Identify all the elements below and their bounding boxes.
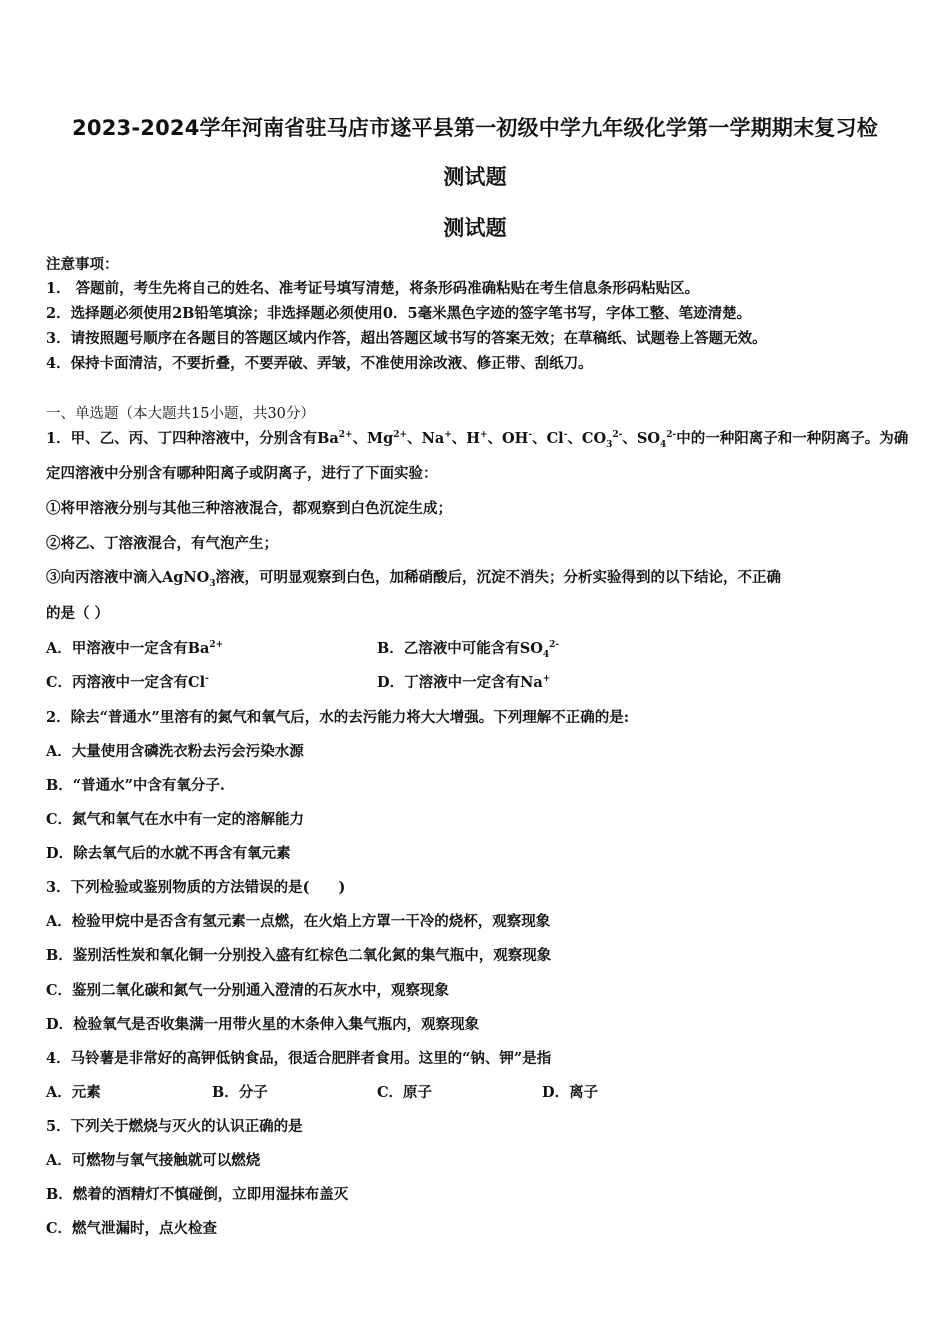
- ion-text: 、Na: [407, 430, 445, 447]
- q1-stem-line2: 定四溶液中分别含有哪种阳离子或阴离子，进行了下面实验：: [46, 465, 438, 482]
- ion-charge: 2+: [209, 640, 224, 651]
- ion-subscript: 4: [659, 439, 667, 450]
- q3-option-c: C．鉴别二氧化碳和氮气一分别通入澄清的石灰水中，观察现象: [46, 982, 450, 999]
- q5-option-a: A．可燃物与氧气接触就可以燃烧: [46, 1152, 261, 1169]
- q1-stem-text: 中的一种阳离子和一种阴离子。为确: [676, 430, 909, 447]
- ion-text: 、Mg: [352, 430, 394, 447]
- q4-option-c: C．原子: [377, 1084, 433, 1101]
- notice-item: 3．请按照题号顺序在各题目的答题区域内作答，超出答题区域书写的答案无效；在草稿纸、试题卷上答题无效。: [46, 330, 767, 347]
- ion-text: Ba: [317, 430, 339, 447]
- ion-charge: -: [563, 430, 568, 441]
- ion-charge: +: [479, 430, 488, 441]
- q2-option-c: C．氮气和氧气在水中有一定的溶解能力: [46, 811, 305, 828]
- q1-option-c: [46, 671, 209, 692]
- ion-charge: 2+: [338, 430, 353, 441]
- q1-step3-text: ③向丙溶液中滴入AgNO: [46, 569, 210, 586]
- q4-option-d: D．离子: [542, 1084, 599, 1101]
- q1-option-d: [377, 671, 550, 692]
- q3-option-a: A．检验甲烷中是否含有氢元素一点燃，在火焰上方罩一干冷的烧杯，观察现象: [46, 913, 551, 930]
- ion-charge: 2-: [549, 640, 560, 651]
- ion-charge: 2-: [666, 430, 677, 441]
- formula-subscript: 3: [209, 578, 216, 589]
- ion-text: 、SO: [622, 430, 660, 447]
- q5-option-b: B．燃着的酒精灯不慎碰倒，立即用湿抹布盖灭: [46, 1186, 349, 1203]
- ion-text: 、Cl: [532, 430, 564, 447]
- q1-step1: ①将甲溶液分别与其他三种溶液混合，都观察到白色沉淀生成；: [46, 500, 452, 517]
- ion-charge: +: [444, 430, 452, 441]
- exam-title-line3: 测试题: [443, 216, 507, 240]
- q2-stem: 2．除去“普通水”里溶有的氮气和氧气后，水的去污能力将大大增强。下列理解不正确的是:: [46, 709, 630, 726]
- q1-step3: [46, 566, 781, 587]
- q1-stem-line1: [46, 427, 908, 448]
- q3-stem: 3．下列检验或鉴别物质的方法错误的是( ): [46, 879, 346, 896]
- exam-title-line1: 2023-2024学年河南省驻马店市遂平县第一初级中学九年级化学第一学期期末复习检: [72, 116, 878, 140]
- q2-option-b: B．“普通水”中含有氧分子.: [46, 777, 225, 794]
- q2-option-a: A．大量使用含磷洗衣粉去污会污染水源: [46, 743, 304, 760]
- ion-subscript: 3: [606, 439, 613, 450]
- ion-charge: -: [205, 674, 209, 685]
- q3-option-d: D．检验氧气是否收集满一用带火星的木条伸入集气瓶内，观察现象: [46, 1016, 480, 1033]
- ion-charge: -: [528, 430, 533, 441]
- notice-item: 1． 答题前，考生先将自己的姓名、准考证号填写清楚，将条形码准确粘贴在考生信息条形码粘贴区。: [46, 280, 700, 297]
- exam-title-line2: 测试题: [443, 165, 507, 189]
- q1-option-b: [377, 637, 559, 658]
- q1-step2: ②将乙、丁溶液混合，有气泡产生；: [46, 535, 278, 552]
- ion-charge: 2-: [612, 430, 623, 441]
- q2-option-d: D．除去氧气后的水就不再含有氧元素: [46, 845, 291, 862]
- q5-stem: 5．下列关于燃烧与灭火的认识正确的是: [46, 1118, 303, 1135]
- section-heading: 一、单选题（本大题共15小题，共30分）: [46, 406, 315, 422]
- notice-item: 4．保持卡面清洁，不要折叠，不要弄破、弄皱，不准使用涂改液、修正带、刮纸刀。: [46, 355, 593, 372]
- q4-option-b: B．分子: [212, 1084, 268, 1101]
- q1-stem-text: 1．甲、乙、丙、丁四种溶液中，分别含有: [46, 430, 318, 447]
- q1-option-a: [46, 637, 223, 658]
- q4-stem: 4．马铃薯是非常好的高钾低钠食品，很适合肥胖者食用。这里的“钠、钾”是指: [46, 1050, 552, 1067]
- option-text: D．丁溶液中一定含有Na: [377, 674, 543, 691]
- q5-option-c: C．燃气泄漏时，点火检查: [46, 1220, 218, 1237]
- ion-text: 、CO: [567, 430, 607, 447]
- notice-heading: 注意事项：: [46, 256, 119, 273]
- ion-charge: 2+: [393, 430, 408, 441]
- ion-charge: +: [542, 674, 551, 685]
- notice-item: 2．选择题必须使用2B铅笔填涂；非选择题必须使用0．5毫米黑色字迹的签字笔书写，字体工整、笔迹清楚。: [46, 305, 752, 322]
- q1-step3-text: 溶液，可明显观察到白色，加稀硝酸后，沉淀不消失；分析实验得到的以下结论，不正确: [215, 569, 782, 586]
- q1-stem-end: 的是（ ）: [46, 605, 110, 622]
- option-text: A．甲溶液中一定含有Ba: [46, 640, 210, 657]
- ion-text: 、H: [451, 430, 480, 447]
- q4-option-a: A．元素: [46, 1084, 101, 1101]
- q3-option-b: B．鉴别活性炭和氧化铜一分别投入盛有红棕色二氧化氮的集气瓶中，观察现象: [46, 947, 552, 964]
- option-text: C．丙溶液中一定含有Cl: [46, 674, 206, 691]
- option-text: B．乙溶液中可能含有SO: [377, 640, 543, 657]
- ion-text: 、OH: [487, 430, 529, 447]
- ion-subscript: 4: [542, 649, 550, 660]
